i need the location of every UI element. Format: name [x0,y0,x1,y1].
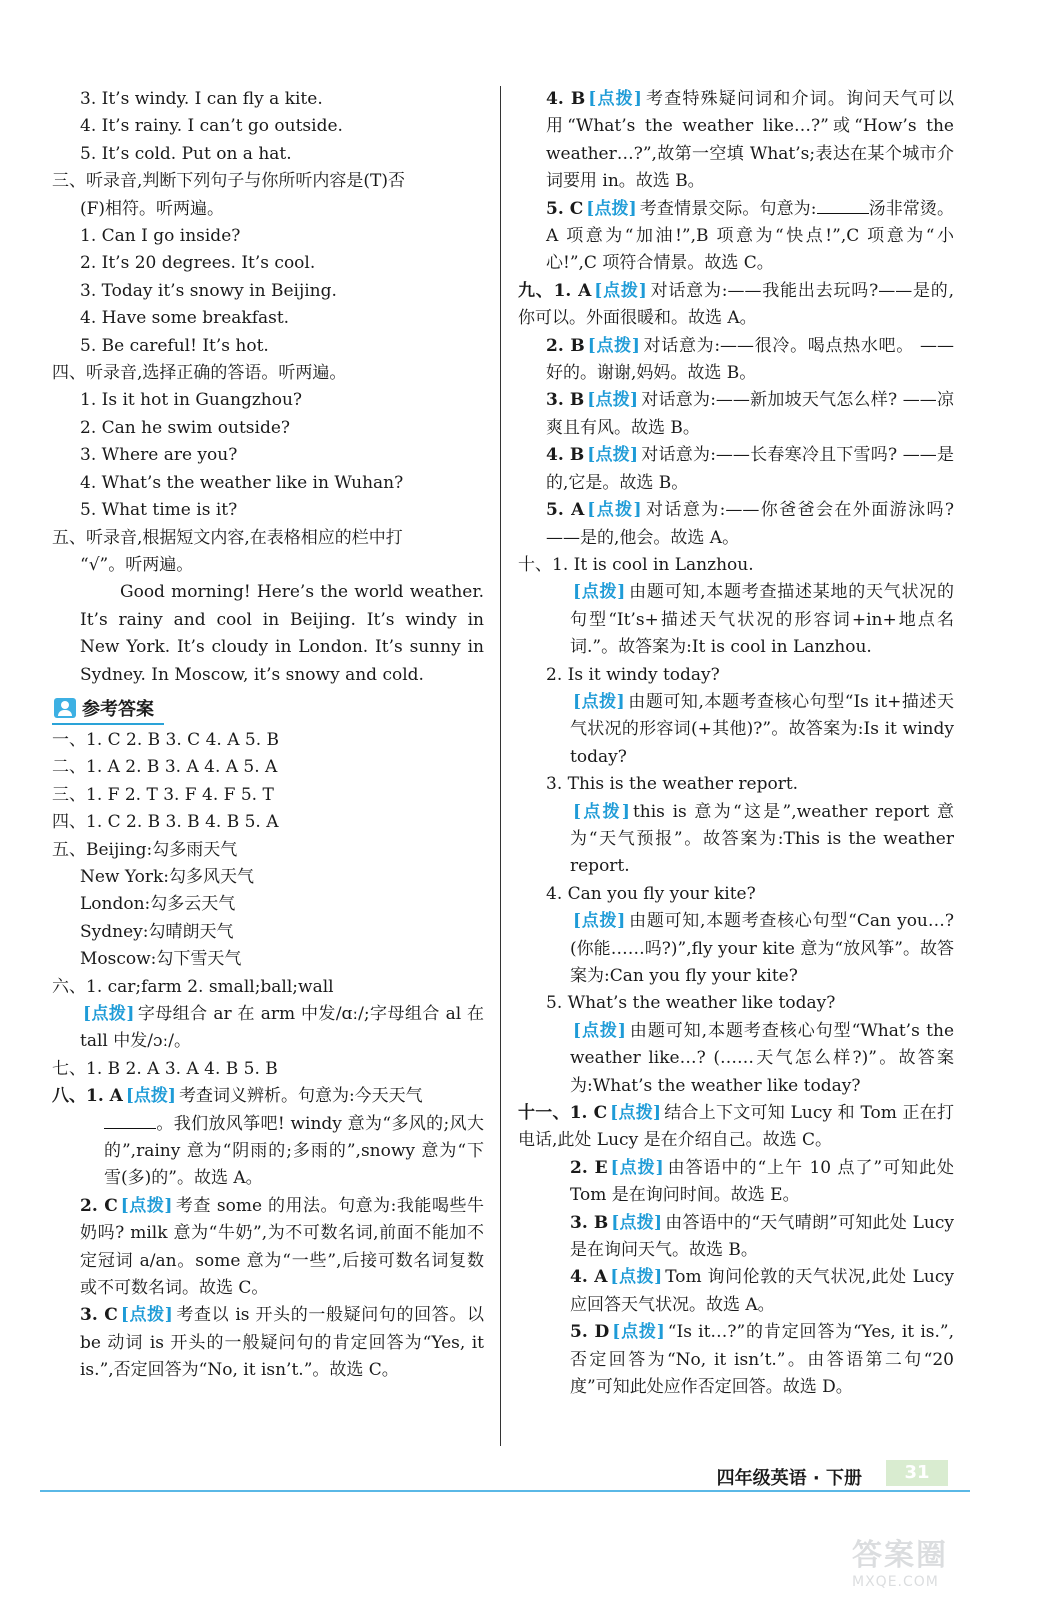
answer-block [518,1264,954,1319]
tip-tag: [点拨] [120,1305,173,1326]
tip-text: 对话意为:——长春寒冷且下雪吗? ——是的,它是。故选 B。 [546,445,954,493]
answer-line: 5. What’s the weather like today? [546,993,836,1014]
tip-tag: [点拨] [573,691,625,712]
tip-text: 对话意为:——很冷。喝点热水吧。 ——好的。谢谢,妈妈。故选 B。 [546,335,954,384]
answer-block [518,196,954,278]
answer-lead: 5. A [546,500,585,521]
answer-lead: 4. B [546,89,586,109]
left-column [52,86,484,1385]
answer-block [518,1210,954,1265]
answer-lead: 十一、1. C [518,1103,608,1124]
listening-line: 3. Today it’s snowy in Beijing. [80,280,337,301]
tip-text: 考查词义辨析。句意为:今天天气 [178,1086,423,1107]
answer-lead: 4. A [570,1267,608,1288]
fill-blank [817,199,869,214]
answer-block [518,1155,954,1210]
listening-line: 5. It’s cold. Put on a hat. [80,143,292,164]
listening-line: 4. What’s the weather like in Wuhan? [80,472,404,493]
tip-text: Tom 询问伦敦的天气状况,此处 Lucy 应回答天气状况。故选 A。 [570,1267,955,1315]
tip-text: 对话意为:——新加坡天气怎么样? ——凉爽且有风。故选 B。 [546,390,954,438]
tip-text: 由题可知,本题考查核心句型“What’s the weather like…? (……天气怎么样?)”。故答案为:What’s the weather like today? [570,1020,954,1096]
answer-block [518,333,954,388]
tip-tag: [点拨] [573,911,626,932]
answer-block [518,497,954,552]
tip-text: 对话意为:——你爸爸会在外面游泳吗? ——是的,他会。故选 A。 [546,500,954,548]
section-heading: 三、听录音,判断下列句子与你所听内容是(T)否 [52,171,406,192]
answer-block [518,278,954,333]
answer-block [52,1083,484,1110]
listening-line: 1. Is it hot in Guangzhou? [80,390,303,411]
listening-line: 3. Where are you? [80,445,238,466]
answer-line: 一、1. C 2. B 3. C 4. A 5. B [52,729,280,750]
answer-lead: 3. C [80,1305,118,1326]
section-heading: 四、听录音,选择正确的答语。听两遍。 [52,363,347,384]
listening-line: 2. It’s 20 degrees. It’s cool. [80,253,316,274]
answer-lead: 5. C [546,198,584,219]
passage: Good morning! Here’s the world weather. It’s rainy and cool in Beijing. It’s windy in New York. It’s cloudy in London. It’s sunny in Sydney. In Moscow, it’s snowy and cold. [80,582,484,685]
tip-tag: [点拨] [587,500,642,521]
answers-header [52,693,164,725]
tip-tag: [点拨] [125,1086,176,1107]
listening-line: 4. Have some breakfast. [80,308,290,329]
answer-lead: 九、1. A [518,280,592,301]
tip-block [52,1001,484,1056]
tip-tag: [点拨] [573,801,630,822]
answer-lead: 2. B [546,335,585,356]
section-heading: 五、听录音,根据短文内容,在表格相应的栏中打 [52,527,403,548]
answer-block [52,1302,484,1384]
page-footer [40,1454,970,1514]
tip-text: 由题可知,本题考查核心句型“Is it+描述天气状况的形容词(+其他)?”。故答案为:Is it windy today? [570,691,955,767]
tip-text: 考查 some 的用法。句意为:我能喝些牛奶吗? milk 意为“牛奶”,为不可数名词,前面不能加不定冠词 a/an。some 意为“一些”,后接可数名词复数或不可数名词。故选 C。 [80,1195,484,1299]
tip-tag: [点拨] [587,390,639,411]
right-column [518,86,954,1402]
tip-tag: [点拨] [588,89,642,109]
footer-rule [40,1490,970,1492]
tip-tag: [点拨] [120,1195,173,1216]
answer-block [518,387,954,442]
tip-tag: [点拨] [573,582,626,603]
answer-lead: 5. D [570,1322,610,1343]
tip-tag: [点拨] [594,280,647,301]
listening-line: 5. What time is it? [80,500,238,521]
tip-text: 对话意为:——我能出去玩吗?——是的,你可以。外面很暖和。故选 A。 [518,280,955,329]
answer-block [518,86,954,196]
tip-block [518,1018,954,1100]
answer-lead: 4. B [546,445,585,466]
tip-tag: [点拨] [611,1212,663,1233]
tip-tag: [点拨] [587,445,639,466]
answer-lead: 2. E [570,1157,608,1178]
tip-text: 由答语中的“天气晴朗”可知此处 Lucy 是在询问天气。故选 B。 [570,1212,954,1261]
fill-blank [104,1114,156,1129]
answers-header-label: 参考答案 [82,698,154,720]
tip-tag: [点拨] [610,1157,664,1178]
tip-text: 由题可知,本题考查描述某地的天气状况的句型“It’s+描述天气状况的形容词+in+地点名词.”。故答案为:It is cool in Lanzhou. [570,582,954,658]
answer-line: 2. Is it windy today? [546,664,720,685]
answer-line: 3. This is the weather report. [546,774,799,795]
tip-block [518,908,954,990]
site-watermark [852,1530,1022,1590]
answer-block [52,1111,484,1193]
answer-line: 七、1. B 2. A 3. A 4. B 5. B [52,1058,278,1079]
tip-block [518,579,954,661]
answer-lead: 2. C [80,1195,118,1216]
tip-text: “Is it…?”的肯定回答为“Yes, it is.”,否定回答为“No, it isn’t.”。由答语第二句“20 度”可知此处应作否定回答。故选 D。 [570,1322,954,1398]
tip-text: 考查情景交际。句意为: [639,198,817,219]
answer-line: Sydney:勾晴朗天气 [80,921,234,942]
tip-tag: [点拨] [610,1267,663,1288]
answer-line: 4. Can you fly your kite? [546,883,756,904]
tip-tag: [点拨] [587,335,640,356]
answer-block [518,442,954,497]
answer-line: 十、1. It is cool in Lanzhou. [518,554,754,575]
answer-line: New York:勾多风天气 [80,866,255,887]
answer-lead: 八、1. A [52,1086,123,1107]
answer-line: 五、Beijing:勾多雨天气 [52,839,238,860]
listening-line: 2. Can he swim outside? [80,417,291,438]
answer-line: 三、1. F 2. T 3. F 4. F 5. T [52,784,274,805]
tip-text: 考查以 is 开头的一般疑问句的回答。以 be 动词 is 开头的一般疑问句的肯定回答为“Yes, it is.”,否定回答为“No, it isn’t.”。故选 C。 [80,1305,485,1381]
answer-lead: 3. B [546,390,585,411]
answer-line: 六、1. car;farm 2. small;ball;wall [52,976,334,997]
tip-text: 考查特殊疑问词和介词。询问天气可以用“What’s the weather like…?”或“How’s the weather…?”,故第一空填 What’s;表达在某个城市介词要用 in。故选 B。 [546,89,954,192]
answer-line: 二、1. A 2. B 3. A 4. A 5. A [52,757,278,778]
tip-tag: [点拨] [610,1103,661,1124]
tip-text: 。我们放风筝吧! windy 意为“多风的;风大的”,rainy 意为“阴雨的;多雨的”,snowy 意为“下雪(多)的”。故选 A。 [104,1113,484,1189]
tip-tag: [点拨] [612,1322,665,1343]
tip-block [518,689,954,771]
listening-line: 3. It’s windy. I can fly a kite. [80,89,323,109]
page-number: 31 [886,1460,948,1486]
listening-line: 4. It’s rainy. I can’t go outside. [80,116,343,137]
person-icon [54,698,76,718]
answer-line: 四、1. C 2. B 3. B 4. B 5. A [52,812,279,833]
answer-line: Moscow:勾下雪天气 [80,949,242,970]
answer-block [52,1193,484,1303]
column-divider [500,86,501,1446]
answer-block [518,1319,954,1401]
tip-text: 由题可知,本题考查核心句型“Can you…? (你能……吗?)”,fly your kite 意为“放风筝”。故答案为:Can you fly your kite? [570,911,954,986]
section-heading-cont: (F)相符。听两遍。 [80,198,225,219]
tip-text: 字母组合 ar 在 arm 中发/ɑː/;字母组合 al 在 tall 中发/ɔː/。 [80,1004,484,1052]
watermark-url: MXQE.COM [852,1574,939,1590]
tip-text: 由答语中的“上午 10 点了”可知此处 Tom 是在询问时间。故选 E。 [570,1157,955,1206]
answer-line: London:勾多云天气 [80,894,236,915]
answer-block [518,1100,954,1155]
tip-text: 汤非常烫。A 项意为“加油!”,B 项意为“快点!”,C 项意为“小心!”,C 项符合情景。故选 C。 [546,198,954,274]
tip-text: this is 意为“这是”,weather report 意为“天气预报”。故答案为:This is the weather report. [570,801,954,877]
listening-line: 1. Can I go inside? [80,226,241,247]
tip-block [518,799,954,881]
tip-tag: [点拨] [586,198,637,219]
watermark-logo: 答案圈 [852,1538,948,1573]
tip-tag: [点拨] [83,1004,135,1024]
listening-line: 5. Be careful! It’s hot. [80,335,269,356]
section-heading-cont: “√”。听两遍。 [80,554,194,575]
tip-tag: [点拨] [573,1020,626,1041]
book-title: 四年级英语 · 下册 [716,1468,862,1489]
answer-lead: 3. B [570,1212,609,1233]
tip-text: 结合上下文可知 Lucy 和 Tom 正在打电话,此处 Lucy 是在介绍自己。故选 C。 [518,1103,954,1151]
